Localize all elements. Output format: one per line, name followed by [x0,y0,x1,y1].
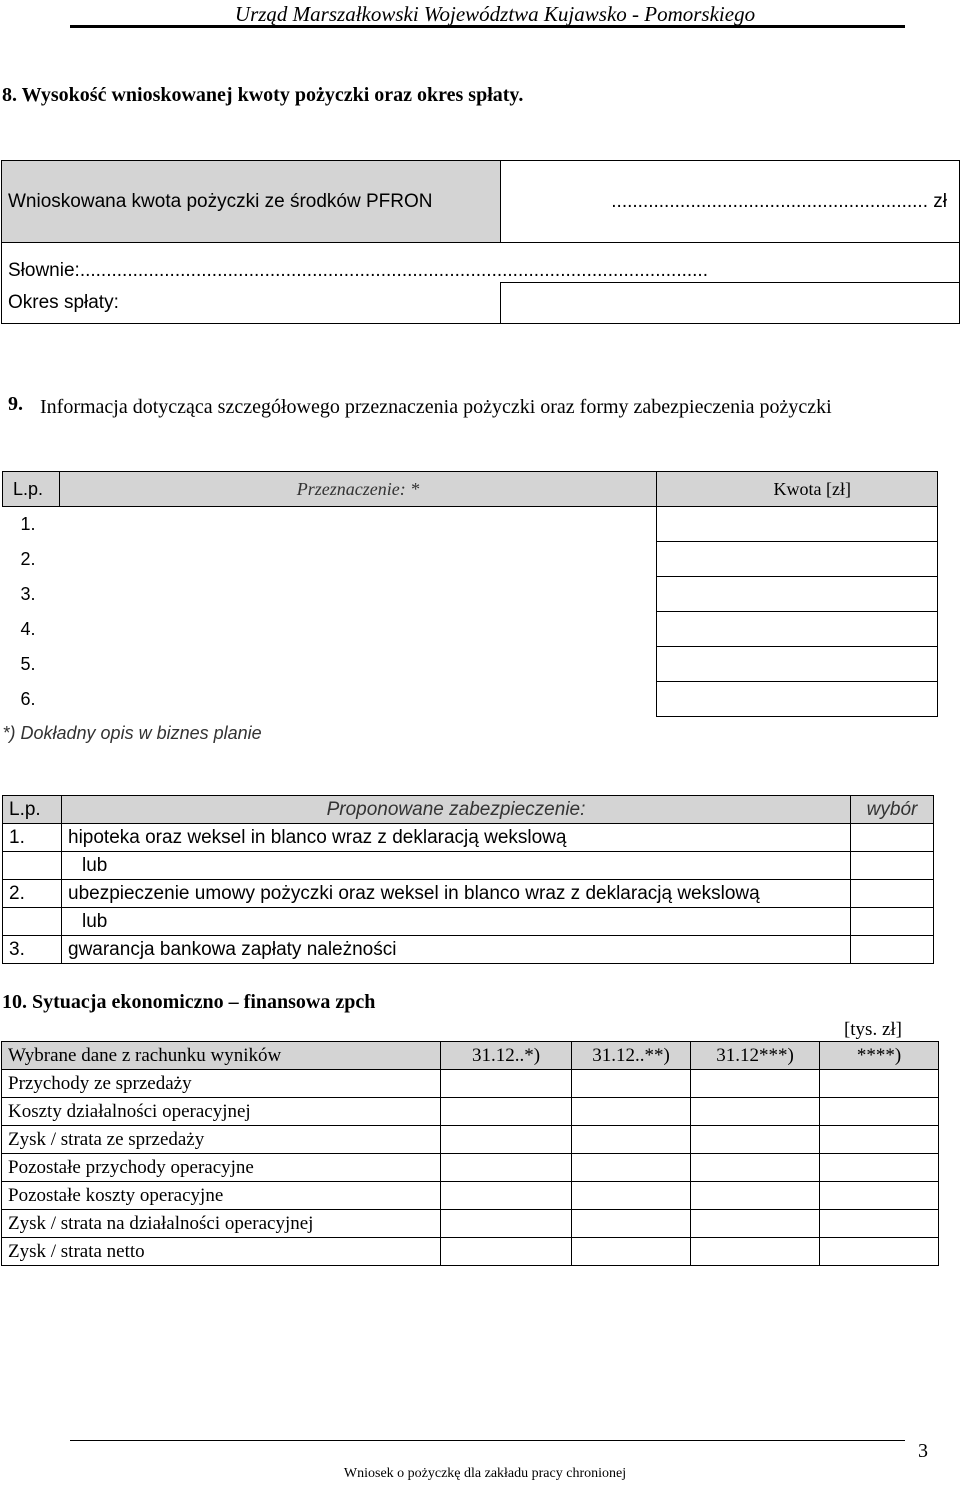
fin-cell[interactable] [820,1070,939,1098]
amount-cell[interactable] [657,577,938,612]
purpose-cell[interactable] [60,507,657,542]
fin-cell[interactable] [691,1098,820,1126]
amount-words-field[interactable]: Słownie:....................................................................................................................... [2,243,960,283]
fin-cell[interactable] [820,1098,939,1126]
fin-cell[interactable] [572,1238,691,1266]
security-choice-cell[interactable] [851,824,934,852]
fin-header-col1: 31.12..*) [441,1042,572,1070]
fin-cell[interactable] [820,1154,939,1182]
purpose-header-amount: Kwota [zł] [657,472,938,507]
fin-cell[interactable] [691,1070,820,1098]
fin-header-label: Wybrane dane z rachunku wyników [2,1042,441,1070]
fin-cell[interactable] [820,1126,939,1154]
fin-row-label: Zysk / strata na działalności operacyjnej [2,1210,441,1238]
purpose-cell[interactable] [60,542,657,577]
fin-row-label: Przychody ze sprzedaży [2,1070,441,1098]
footer-text: Wniosek o pożyczkę dla zakładu pracy chronionej [343,1466,627,1481]
unit-label: [tys. zł] [843,1019,902,1040]
purpose-footnote: *) Dokładny opis w biznes planie [2,723,262,744]
footer-rule [70,1440,905,1441]
fin-cell[interactable] [572,1182,691,1210]
period-field[interactable] [501,283,960,324]
security-choice-cell[interactable] [851,936,934,964]
fin-cell[interactable] [820,1182,939,1210]
amount-field[interactable]: ............................................................ zł [501,161,960,243]
fin-cell[interactable] [441,1182,572,1210]
purpose-row-number: 4. [20,618,36,639]
security-row-number: 1. [3,824,62,852]
fin-cell[interactable] [691,1126,820,1154]
fin-cell[interactable] [441,1210,572,1238]
fin-cell[interactable] [441,1070,572,1098]
security-choice-cell[interactable] [851,880,934,908]
purpose-header-lp: L.p. [3,472,60,507]
fin-cell[interactable] [441,1238,572,1266]
purpose-row-number: 2. [20,548,36,569]
fin-cell[interactable] [820,1238,939,1266]
security-row-number: 3. [3,936,62,964]
amount-cell[interactable] [657,542,938,577]
purpose-cell[interactable] [60,647,657,682]
purpose-row-number: 3. [20,583,36,604]
amount-cell[interactable] [657,507,938,542]
header-title: Urząd Marszałkowski Województwa Kujawsko - Pomorskiego [234,2,756,26]
security-table [2,795,934,964]
security-row-number [3,908,62,936]
security-header-lp: L.p. [3,796,62,824]
fin-header-col3: 31.12***) [691,1042,820,1070]
section8-heading: 8. Wysokość wnioskowanej kwoty pożyczki oraz okres spłaty. [2,84,524,106]
amount-label: Wnioskowana kwota pożyczki ze środków PFRON [2,161,501,243]
fin-cell[interactable] [572,1070,691,1098]
security-header-choice: wybór [851,796,934,824]
security-option-text: hipoteka oraz weksel in blanco wraz z deklaracją wekslową [62,824,851,852]
fin-cell[interactable] [572,1154,691,1182]
fin-row-label: Zysk / strata ze sprzedaży [2,1126,441,1154]
financial-table [1,1041,939,1266]
section9-number: 9. [8,393,23,415]
purpose-row-number: 5. [20,653,36,674]
fin-cell[interactable] [820,1210,939,1238]
page-number: 3 [918,1440,928,1462]
amount-cell[interactable] [657,682,938,717]
fin-cell[interactable] [691,1182,820,1210]
security-row-number [3,852,62,880]
loan-amount-table [1,160,960,324]
fin-header-col4: ****) [820,1042,939,1070]
purpose-row-number: 1. [20,513,36,534]
fin-cell[interactable] [691,1154,820,1182]
amount-cell[interactable] [657,612,938,647]
security-row-number: 2. [3,880,62,908]
amount-cell[interactable] [657,647,938,682]
fin-cell[interactable] [441,1154,572,1182]
purpose-row-number: 6. [20,688,36,709]
fin-cell[interactable] [691,1210,820,1238]
header-rule [70,25,905,28]
fin-cell[interactable] [691,1238,820,1266]
security-header-security: Proponowane zabezpieczenie: [62,796,851,824]
fin-header-col2: 31.12..**) [572,1042,691,1070]
security-option-text: gwarancja bankowa zapłaty należności [62,936,851,964]
purpose-cell[interactable] [60,682,657,717]
period-label: Okres spłaty: [2,283,501,324]
purpose-header-purpose: Przeznaczenie: * [60,472,657,507]
purpose-cell[interactable] [60,612,657,647]
fin-cell[interactable] [441,1126,572,1154]
security-or-text: lub [62,908,851,936]
purpose-cell[interactable] [60,577,657,612]
fin-row-label: Zysk / strata netto [2,1238,441,1266]
fin-cell[interactable] [572,1098,691,1126]
fin-cell[interactable] [572,1126,691,1154]
purpose-table [2,471,938,751]
fin-row-label: Pozostałe koszty operacyjne [2,1182,441,1210]
fin-row-label: Pozostałe przychody operacyjne [2,1154,441,1182]
security-option-text: ubezpieczenie umowy pożyczki oraz weksel in blanco wraz z deklaracją wekslową [62,880,851,908]
section10-heading: 10. Sytuacja ekonomiczno – finansowa zpch [2,991,376,1013]
security-or-text: lub [62,852,851,880]
fin-cell[interactable] [441,1098,572,1126]
fin-row-label: Koszty działalności operacyjnej [2,1098,441,1126]
section9-heading: Informacja dotycząca szczegółowego przeznaczenia pożyczki oraz formy zabezpieczenia pożyczki [40,396,832,418]
fin-cell[interactable] [572,1210,691,1238]
